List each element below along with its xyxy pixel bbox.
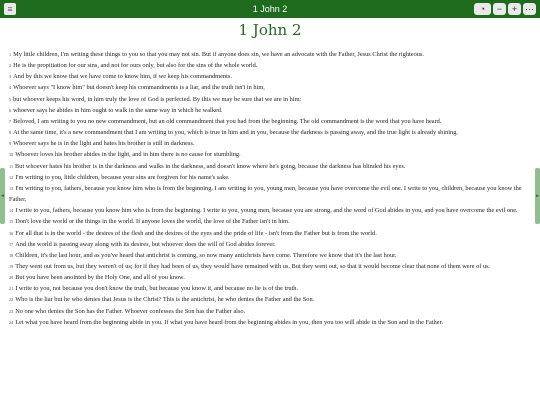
- verse-2: [9, 60, 531, 71]
- top-bar: [0, 0, 540, 18]
- verse-number: 6: [9, 107, 12, 113]
- verse-number: 9: [9, 141, 12, 147]
- verse-number: 24: [9, 319, 14, 325]
- verse-text: Let what you have heard from the beginning abide in you. If what you have heard from the beginning abides in you, then you too will abide in the Son and in the Father.: [15, 318, 443, 326]
- verse-16: [9, 228, 531, 239]
- speaker-settings-button[interactable]: ◔: [474, 3, 491, 15]
- verse-number: 16: [9, 230, 14, 236]
- verse-text: But whoever hates his brother is in the darkness and walks in the darkness, and doesn't know where he's going, because the darkness has blinded his eyes.: [15, 162, 406, 170]
- verse-text: He is the propitiation for our sins, and not for ours only, but also for the sins of the whole world.: [13, 62, 258, 70]
- verse-number: 12: [9, 174, 14, 180]
- font-decrease-button[interactable]: −: [493, 3, 506, 15]
- verse-text: No one who denies the Son has the Father. Whoever confesses the Son has the Father also.: [15, 307, 246, 315]
- verse-24: [9, 317, 531, 328]
- verse-text: I write to you, not because you don't know the truth, but because you know it, and because no lie is of the truth.: [15, 285, 299, 293]
- verse-14: [9, 205, 531, 216]
- verse-text: For all that is in the world - the desires of the flesh and the desires of the eyes and the pride of life - isn't from the Father but is from the world.: [15, 229, 377, 237]
- verse-9: [9, 138, 531, 149]
- verse-11: [9, 161, 531, 172]
- verse-text: but whoever keeps his word, in him truly the love of God is perfected. By this we may be sure that we are in him:: [13, 95, 302, 103]
- verse-number: 19: [9, 263, 14, 269]
- verse-1: [9, 49, 531, 60]
- menu-button[interactable]: [4, 3, 16, 15]
- verse-5: [9, 94, 531, 105]
- next-chapter-button[interactable]: [535, 168, 540, 224]
- verse-number: 13: [9, 185, 14, 191]
- verse-12: [9, 172, 531, 183]
- verse-text: At the same time, it's a new commandment that I am writing to you, which is true in him and in you, because the darkness is passing away, and the true light is already shining.: [13, 129, 458, 137]
- verse-15: [9, 216, 531, 227]
- verse-number: 3: [9, 74, 12, 80]
- chevron-left-icon: ◂: [1, 194, 4, 199]
- verse-number: 2: [9, 63, 12, 69]
- chapter-title: 1 John 2: [238, 21, 302, 39]
- verse-text: And by this we know that we have come to know him, if we keep his commandments.: [13, 73, 232, 81]
- verse-text: Whoever says he is in the light and hates his brother is still in darkness.: [13, 140, 195, 148]
- verse-number: 11: [9, 163, 14, 169]
- verse-text: I'm writing to you, fathers, because you know him who is from the beginning. I am writing to you, young men, because you have overcome the evil one. I write to you, children, because you know the Father.: [9, 184, 522, 204]
- verse-text: Children, it's the last hour, and as you've heard that antichrist is coming, so now many antichrists have come. Therefore we know that it's the last hour.: [15, 251, 397, 259]
- hamburger-icon: ≡: [7, 3, 13, 14]
- verse-4: [9, 82, 531, 93]
- verse-8: [9, 127, 531, 138]
- verse-6: [9, 105, 531, 116]
- verse-number: 23: [9, 308, 14, 314]
- verse-number: 8: [9, 130, 12, 136]
- verse-number: 14: [9, 208, 14, 214]
- verse-number: 20: [9, 275, 14, 281]
- verse-number: 21: [9, 286, 14, 292]
- verse-number: 1: [9, 52, 12, 57]
- verse-number: 22: [9, 297, 14, 303]
- verse-number: 18: [9, 252, 14, 258]
- verse-text: Don't love the world or the things in the world. If anyone loves the world, the love of the Father isn't in him.: [15, 218, 290, 226]
- verse-19: [9, 261, 531, 272]
- verse-text: whoever says he abides in him ought to walk in the same way in which he walked.: [13, 106, 223, 114]
- verse-text: I write to you, fathers, because you know him who is from the beginning. I write to you, young men, because you are strong, and the word of God abides in you, and you have overcome the evil one.: [15, 207, 518, 215]
- verse-10: [9, 149, 531, 160]
- verse-20: [9, 272, 531, 283]
- verse-text: They went out from us, but they weren't of us; for if they had been of us, they would have remained with us. But they went out, so that it would become clear that none of them were of us.: [15, 262, 491, 270]
- toolbar-buttons: [474, 3, 536, 15]
- verse-text: And the world is passing away along with its desires, but whoever does the will of God abides forever.: [15, 240, 276, 248]
- verse-17: [9, 239, 531, 250]
- verse-number: 7: [9, 118, 12, 124]
- verse-text: But you have been anointed by the Holy One, and all of you know.: [15, 274, 185, 282]
- verse-13: [9, 183, 531, 205]
- previous-chapter-button[interactable]: [0, 168, 5, 224]
- verse-text: Who is the liar but he who denies that Jesus is the Christ? This is the antichrist, he who denies the Father and the Son.: [15, 296, 315, 304]
- verse-23: [9, 306, 531, 317]
- verse-3: [9, 71, 531, 82]
- chevron-right-icon: ▸: [536, 194, 539, 199]
- verse-number: 5: [9, 96, 12, 102]
- verse-18: [9, 250, 531, 261]
- verse-number: 4: [9, 85, 12, 91]
- verse-22: [9, 294, 531, 305]
- verse-text: I'm writing to you, little children, because your sins are forgiven for his name's sake.: [15, 173, 230, 181]
- verse-21: [9, 283, 531, 294]
- more-options-button[interactable]: ⋯: [525, 3, 534, 14]
- chapter-text: [9, 49, 531, 328]
- verse-number: 15: [9, 219, 14, 225]
- window-title: 1 John 2: [252, 4, 288, 14]
- font-increase-button[interactable]: +: [508, 3, 521, 15]
- verse-text: Beloved, I am writing to you no new commandment, but an old commandment that you had from the beginning. The old commandment is the word that you have heard.: [13, 117, 442, 125]
- verse-text: My little children, I'm writing these things to you so that you may not sin. But if anyone does sin, we have an advocate with the Father, Jesus Christ the righteous.: [13, 51, 424, 58]
- verse-number: 17: [9, 241, 14, 247]
- verse-7: [9, 116, 531, 127]
- verse-text: Whoever says "I know him" but doesn't keep his commandments is a liar, and the truth isn't in him,: [13, 84, 265, 92]
- verse-number: 10: [9, 152, 14, 158]
- verse-text: Whoever loves his brother abides in the light, and in him there is no cause for stumbling.: [15, 151, 241, 159]
